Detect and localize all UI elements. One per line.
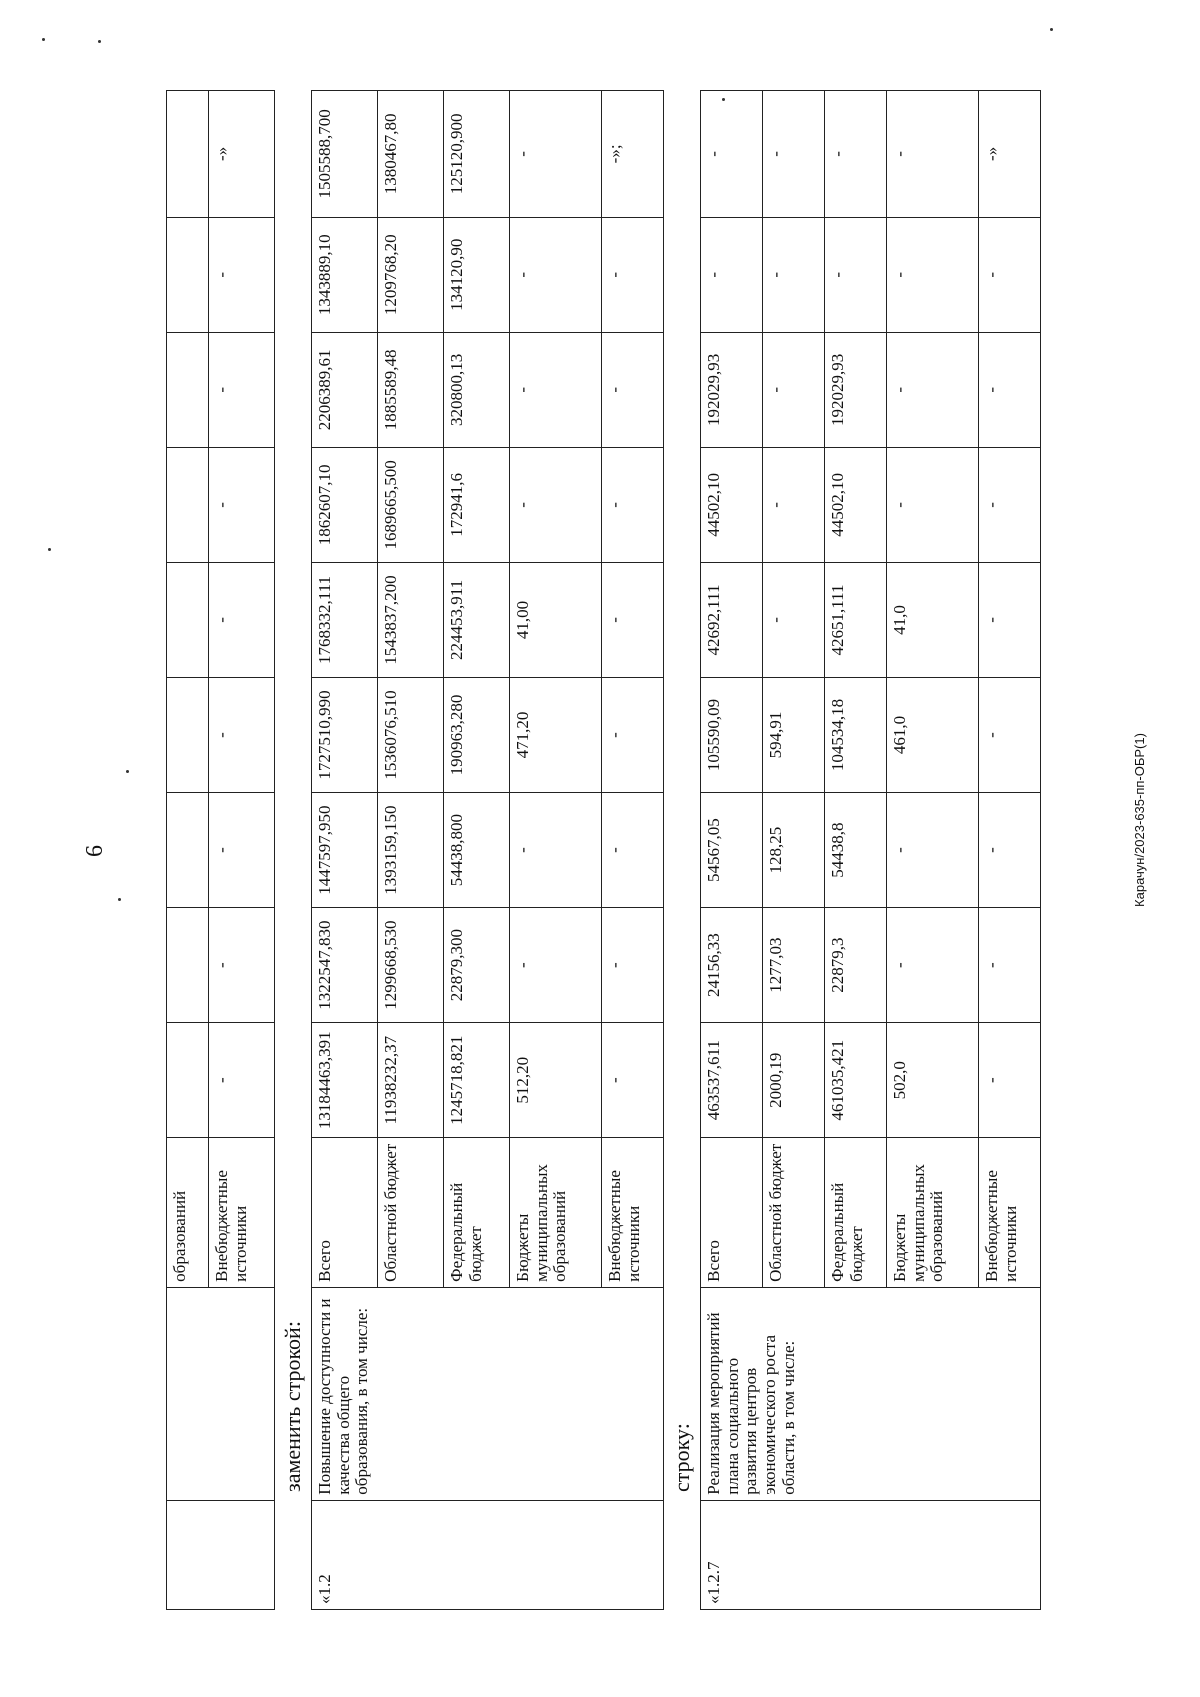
- cell-source: Внебюджетные источники: [602, 1138, 664, 1288]
- cell-value: -: [209, 332, 275, 447]
- cell-value: 1343889,10: [312, 217, 378, 332]
- table-row: [167, 91, 209, 1610]
- cell-value: -: [602, 677, 664, 792]
- cell-value: 463537,611: [701, 1023, 763, 1138]
- cell-source: образований: [167, 1138, 209, 1288]
- cell-num: «1.2: [312, 1500, 664, 1609]
- cell-value: -: [887, 91, 979, 218]
- cell-num: «1.2.7: [701, 1500, 1041, 1609]
- cell-source: Областной бюджет: [763, 1138, 825, 1288]
- cell-value: 1768332,111: [312, 562, 378, 677]
- cell-value: 1245718,821: [444, 1023, 510, 1138]
- scan-speck: [118, 898, 121, 901]
- cell-value: 512,20: [510, 1023, 602, 1138]
- cell-value: 54438,8: [825, 793, 887, 908]
- cell-value: -: [209, 217, 275, 332]
- cell-source: Внебюджетные источники: [209, 1138, 275, 1288]
- cell-value: 1689665,500: [378, 447, 444, 562]
- cell-value: [167, 793, 209, 908]
- cell-source: Внебюджетные источники: [979, 1138, 1041, 1288]
- cell-value: -: [209, 1023, 275, 1138]
- scan-speck: [48, 548, 51, 551]
- cell-value: 42692,111: [701, 562, 763, 677]
- cell-value: 1505588,700: [312, 91, 378, 218]
- cell-value: 125120,900: [444, 91, 510, 218]
- cell-value: -: [510, 217, 602, 332]
- cell-value: 134120,90: [444, 217, 510, 332]
- cell-value: -: [209, 562, 275, 677]
- cell-source: Областной бюджет: [378, 1138, 444, 1288]
- budget-table-1-2-7: [700, 90, 1041, 1610]
- cell-value: 1536076,510: [378, 677, 444, 792]
- table-row: [312, 91, 378, 1610]
- cell-value: -: [602, 447, 664, 562]
- cell-value: -: [763, 332, 825, 447]
- cell-value: 594,91: [763, 677, 825, 792]
- scan-speck: [42, 38, 45, 41]
- cell-value: -»;: [602, 91, 664, 218]
- cell-value: -: [701, 91, 763, 218]
- cell-source: Всего: [701, 1138, 763, 1288]
- cell-value: 190963,280: [444, 677, 510, 792]
- budget-table-1-2: [311, 90, 664, 1610]
- cell-value: -: [887, 908, 979, 1023]
- cell-value: -: [825, 217, 887, 332]
- scan-speck: [1050, 28, 1053, 31]
- cell-name: Реализация мероприятий плана социального развития центров экономического роста области, в том числе:: [701, 1287, 1041, 1500]
- table-row: [701, 91, 763, 1610]
- cell-value: -»: [209, 91, 275, 218]
- scan-speck: [126, 770, 129, 773]
- cell-value: 22879,300: [444, 908, 510, 1023]
- cell-value: 1393159,150: [378, 793, 444, 908]
- cell-value: -: [979, 217, 1041, 332]
- cell-value: 320800,13: [444, 332, 510, 447]
- cell-value: -: [763, 447, 825, 562]
- cell-name: [167, 1287, 275, 1500]
- cell-value: 1322547,830: [312, 908, 378, 1023]
- cell-value: 42651,111: [825, 562, 887, 677]
- document-footer-code: Карачун/2023-635-пп-ОБР(1): [1132, 733, 1147, 907]
- cell-value: -: [979, 332, 1041, 447]
- cell-value: 104534,18: [825, 677, 887, 792]
- cell-value: 1543837,200: [378, 562, 444, 677]
- cell-value: -: [510, 447, 602, 562]
- cell-source: Бюджеты муниципальных образований: [510, 1138, 602, 1288]
- cell-value: -: [979, 1023, 1041, 1138]
- cell-value: 1727510,990: [312, 677, 378, 792]
- cell-value: -: [602, 562, 664, 677]
- cell-value: -: [887, 217, 979, 332]
- cell-value: -: [602, 908, 664, 1023]
- label-replace-with-row: заменить строкой:: [280, 1321, 305, 1492]
- label-row-word: строку:: [669, 1423, 694, 1492]
- cell-value: 471,20: [510, 677, 602, 792]
- cell-value: 224453,911: [444, 562, 510, 677]
- cell-value: 461,0: [887, 677, 979, 792]
- cell-value: -: [602, 1023, 664, 1138]
- cell-value: -: [602, 217, 664, 332]
- cell-value: -: [209, 793, 275, 908]
- cell-value: -: [602, 332, 664, 447]
- cell-value: 172941,6: [444, 447, 510, 562]
- cell-value: 1277,03: [763, 908, 825, 1023]
- cell-value: 44502,10: [825, 447, 887, 562]
- cell-source: Всего: [312, 1138, 378, 1288]
- cell-value: -: [510, 332, 602, 447]
- cell-value: 54438,800: [444, 793, 510, 908]
- cell-value: -: [701, 217, 763, 332]
- cell-source: Федеральный бюджет: [825, 1138, 887, 1288]
- cell-value: [167, 217, 209, 332]
- cell-value: [167, 1023, 209, 1138]
- cell-value: -: [510, 91, 602, 218]
- cell-value: 44502,10: [701, 447, 763, 562]
- cell-value: -: [763, 217, 825, 332]
- cell-value: [167, 562, 209, 677]
- cell-value: -: [209, 677, 275, 792]
- scan-speck: [98, 40, 101, 43]
- cell-value: 1447597,950: [312, 793, 378, 908]
- cell-source: Бюджеты муниципальных образований: [887, 1138, 979, 1288]
- cell-value: -: [887, 793, 979, 908]
- cell-value: 2206389,61: [312, 332, 378, 447]
- cell-value: -: [510, 908, 602, 1023]
- cell-value: 2000,19: [763, 1023, 825, 1138]
- cell-value: 24156,33: [701, 908, 763, 1023]
- cell-value: 461035,421: [825, 1023, 887, 1138]
- cell-value: 13184463,391: [312, 1023, 378, 1138]
- cell-value: -: [979, 793, 1041, 908]
- budget-table: [166, 90, 275, 1610]
- cell-value: 1380467,80: [378, 91, 444, 218]
- cell-value: [167, 908, 209, 1023]
- cell-value: 192029,93: [825, 332, 887, 447]
- cell-value: -: [887, 447, 979, 562]
- cell-num: [167, 1500, 275, 1609]
- cell-value: 1209768,20: [378, 217, 444, 332]
- cell-value: -: [979, 562, 1041, 677]
- cell-value: 41,0: [887, 562, 979, 677]
- cell-source: Федеральный бюджет: [444, 1138, 510, 1288]
- cell-value: [167, 91, 209, 218]
- rotated-document-content: [166, 90, 1056, 1610]
- cell-value: -: [825, 91, 887, 218]
- cell-value: -: [763, 562, 825, 677]
- cell-value: -: [979, 447, 1041, 562]
- cell-value: -: [209, 908, 275, 1023]
- cell-value: 128,25: [763, 793, 825, 908]
- cell-value: 22879,3: [825, 908, 887, 1023]
- cell-value: [167, 332, 209, 447]
- page-number: 6: [82, 845, 108, 857]
- cell-value: 1299668,530: [378, 908, 444, 1023]
- cell-value: -: [979, 908, 1041, 1023]
- cell-value: 502,0: [887, 1023, 979, 1138]
- cell-value: -»: [979, 91, 1041, 218]
- cell-value: 54567,05: [701, 793, 763, 908]
- cell-value: 192029,93: [701, 332, 763, 447]
- cell-value: 1885589,48: [378, 332, 444, 447]
- cell-value: 1862607,10: [312, 447, 378, 562]
- cell-value: [167, 447, 209, 562]
- cell-value: 105590,09: [701, 677, 763, 792]
- cell-value: 11938232,37: [378, 1023, 444, 1138]
- cell-value: -: [979, 677, 1041, 792]
- cell-value: -: [510, 793, 602, 908]
- cell-value: -: [209, 447, 275, 562]
- cell-value: -: [887, 332, 979, 447]
- cell-value: -: [602, 793, 664, 908]
- cell-value: 41,00: [510, 562, 602, 677]
- cell-value: -: [763, 91, 825, 218]
- cell-value: [167, 677, 209, 792]
- cell-name: Повышение доступности и качества общего образования, в том числе:: [312, 1287, 664, 1500]
